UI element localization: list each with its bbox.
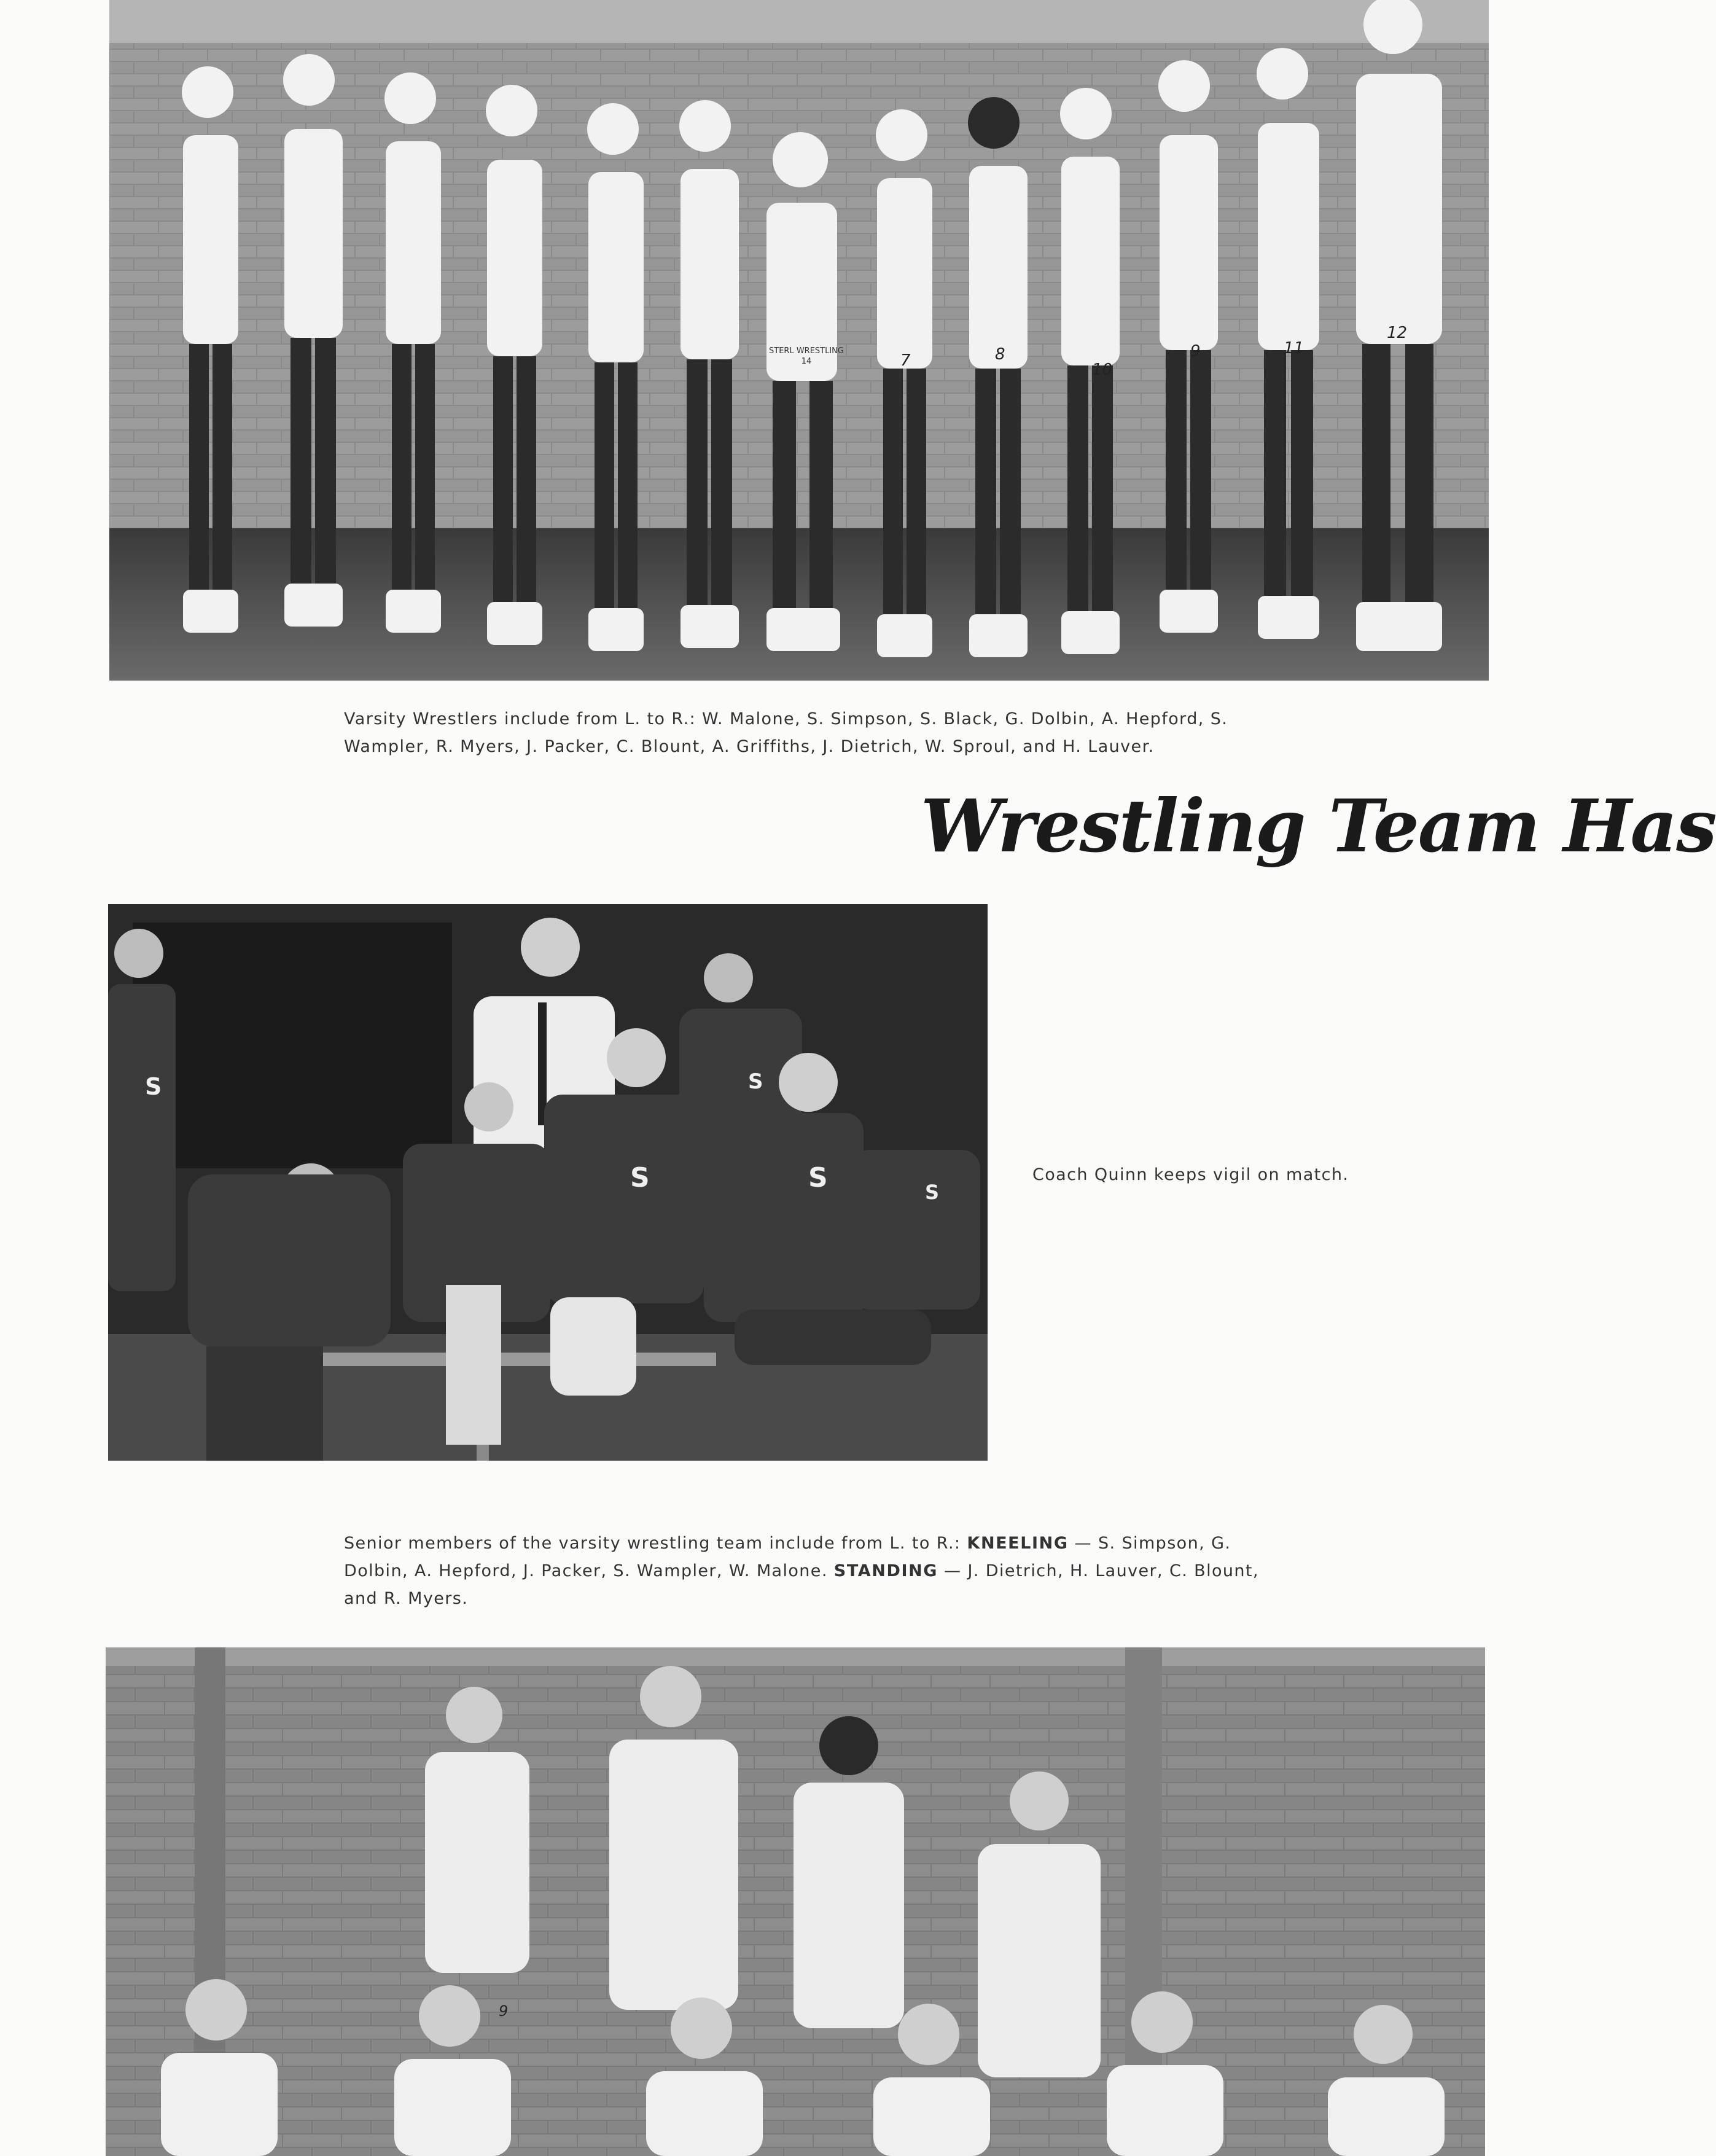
coach-bench-photo: [108, 904, 988, 1461]
standing-label: STANDING: [833, 1561, 938, 1580]
uniform-number: 14: [801, 357, 812, 366]
dash: —: [1074, 1534, 1093, 1553]
dash: —: [944, 1561, 962, 1580]
jersey-number: 7: [900, 351, 911, 370]
seniors-intro: Senior members of the varsity wrestling team include from L. to R.:: [344, 1534, 961, 1553]
jersey-number: 8: [995, 345, 1005, 364]
seniors-photo: [106, 1647, 1485, 2156]
jacket-letter: S: [808, 1162, 828, 1193]
uniform-text: STERL WRESTLING: [769, 346, 844, 356]
page-headline: Wrestling Team Has: [921, 783, 1716, 869]
jacket-letter: S: [630, 1162, 650, 1193]
standing-names: J. Dietrich, H. Lauver, C. Blount, and R. Myers.: [344, 1561, 1259, 1608]
kneeling-label: KNEELING: [967, 1534, 1069, 1553]
jersey-number: 12: [1387, 324, 1408, 342]
jersey-number: 9: [1190, 342, 1201, 361]
jacket-letter: S: [748, 1069, 763, 1094]
seniors-caption: [344, 1529, 1265, 1612]
kneeling-names: S. Simpson, G. Dolbin, A. Hepford, J. Packer, S. Wampler, W. Malone.: [344, 1534, 1231, 1580]
jersey-number: 11: [1284, 339, 1305, 357]
jersey-number: 10: [1092, 361, 1113, 379]
jacket-letter: S: [925, 1181, 940, 1204]
coach-caption: Coach Quinn keeps vigil on match.: [1032, 1165, 1349, 1184]
uniform-number: 9: [499, 2002, 509, 2020]
varsity-caption: Varsity Wrestlers include from L. to R.: W. Malone, S. Simpson, S. Black, G. Dolbin, A. Hepford, S. Wampler, R. Myers, J. Packer, C. Blount, A. Griffiths, J. Dietrich, W. Sproul, and H. Lauver.: [344, 709, 1228, 756]
jacket-letter: S: [145, 1073, 162, 1100]
team-lineup-photo: [109, 0, 1489, 681]
